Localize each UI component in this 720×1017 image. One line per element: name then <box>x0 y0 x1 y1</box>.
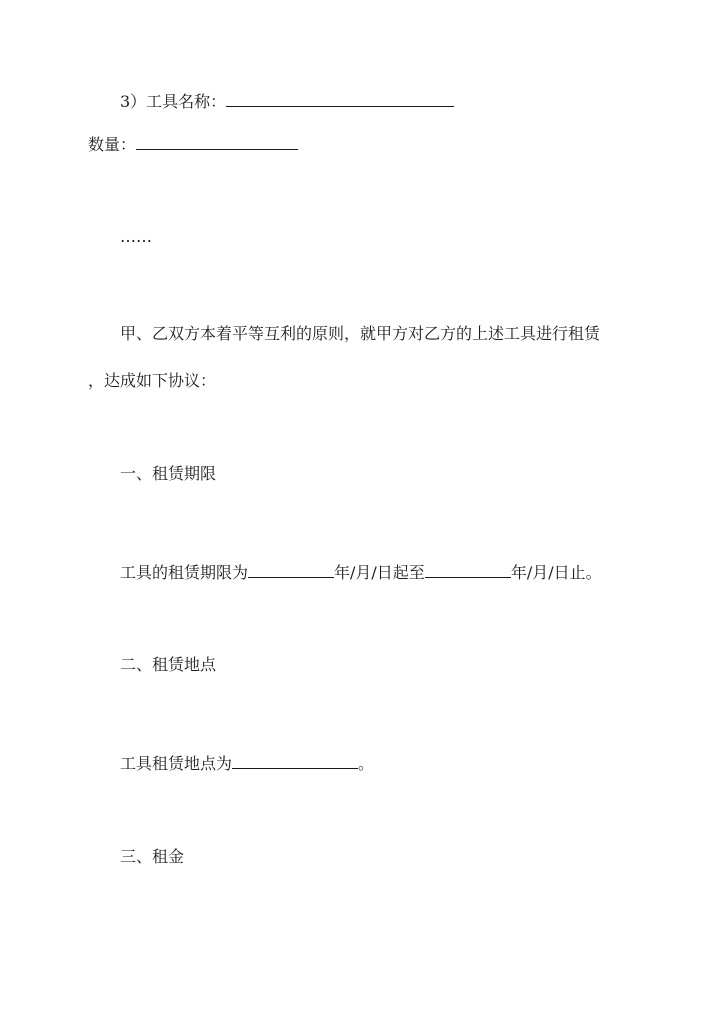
quantity-line <box>88 133 298 155</box>
location-suffix: 。 <box>358 754 375 773</box>
intro-line-2: ，达成如下协议： <box>88 371 217 390</box>
section-rent-heading: 三、租金 <box>120 847 185 866</box>
term-date-suffix-1: 年/月/日起至 <box>334 563 425 582</box>
intro-line-1: 甲、乙双方本着平等互利的原则，就甲方对乙方的上述工具进行租赁 <box>120 324 601 343</box>
location-line <box>120 752 374 774</box>
quantity-label: 数量： <box>88 135 137 154</box>
section-term-heading: 一、租赁期限 <box>120 464 217 483</box>
term-start-blank <box>248 561 334 578</box>
term-line <box>120 561 602 583</box>
term-end-blank <box>425 561 511 578</box>
term-date-suffix-2: 年/月/日止。 <box>510 563 602 582</box>
location-blank <box>232 752 358 769</box>
tool-name-line <box>120 90 454 112</box>
location-text: 工具租赁地点为 <box>120 754 233 773</box>
tool-name-blank <box>226 90 454 107</box>
quantity-blank <box>136 133 298 150</box>
tool-name-label: 3）工具名称： <box>120 92 227 111</box>
ellipsis: …… <box>120 227 152 246</box>
section-location-heading: 二、租赁地点 <box>120 655 217 674</box>
term-text: 工具的租赁期限为 <box>120 563 249 582</box>
